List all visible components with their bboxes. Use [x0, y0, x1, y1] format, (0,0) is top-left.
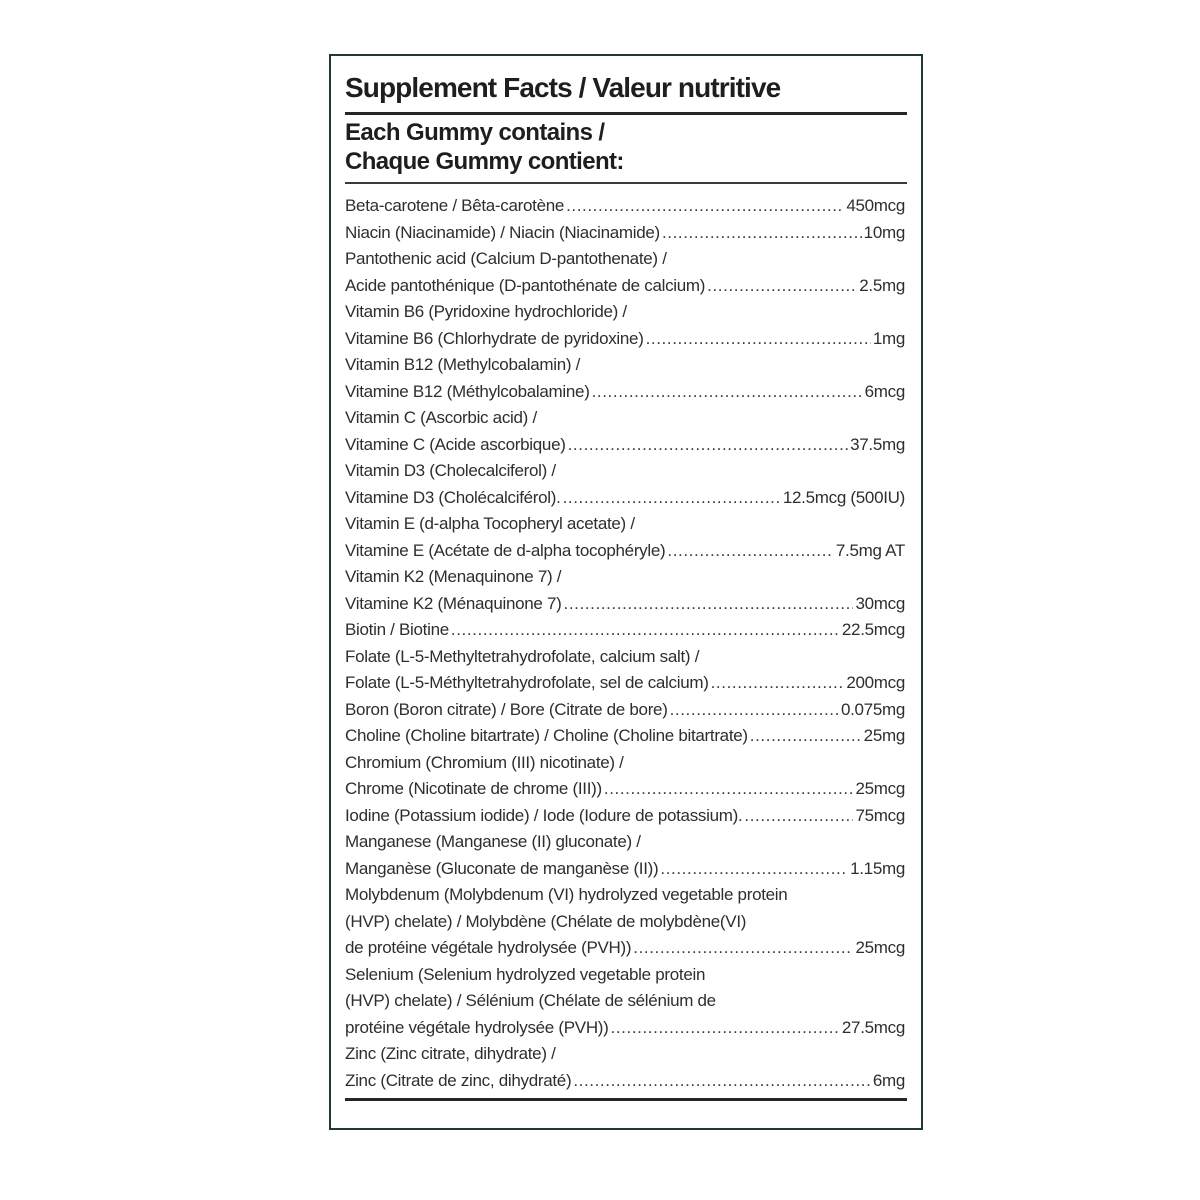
- ingredient-amount: 37.5mg: [850, 434, 905, 454]
- ingredient-amount-line: [345, 935, 905, 962]
- ingredient-name-line: (HVP) chelate) / Molybdène (Chélate de molybdène(VI): [345, 911, 747, 931]
- panel-inner: [345, 70, 907, 1114]
- ingredient-row: [345, 644, 905, 697]
- ingredient-name-line: Zinc (Zinc citrate, dihydrate) /: [345, 1044, 556, 1063]
- ingredient-amount: 25mcg: [855, 938, 905, 957]
- ingredient-amount-line: [345, 670, 905, 697]
- ingredient-row: [345, 829, 905, 882]
- ingredient-row: [345, 962, 905, 1042]
- ingredient-amount-line: [345, 1068, 905, 1095]
- ingredient-name-line: Vitamin B12 (Methylcobalamin) /: [345, 355, 581, 374]
- ingredient-amount: 6mcg: [864, 381, 905, 401]
- ingredient-name-line: Manganese (Manganese (II) gluconate) /: [345, 832, 641, 851]
- ingredient-amount: 450mcg: [846, 196, 905, 215]
- ingredient-name: Zinc (Citrate de zinc, dihydraté): [345, 1070, 572, 1090]
- ingredient-name-line: Selenium (Selenium hydrolyzed vegetable protein: [345, 964, 706, 984]
- ingredient-row: [345, 246, 905, 299]
- ingredient-amount-line: [345, 538, 905, 565]
- ingredient-amount-line: [345, 379, 905, 406]
- ingredient-amount-line: [345, 697, 905, 724]
- ingredient-name-line: Chromium (Chromium (III) nicotinate) /: [345, 752, 624, 772]
- dot-leader: [646, 326, 871, 353]
- ingredient-name: Niacin (Niacinamide) / Niacin (Niacinamide): [345, 222, 660, 242]
- dot-leader: [611, 1015, 840, 1042]
- ingredient-amount-line: [345, 432, 905, 459]
- ingredient-name: Boron (Boron citrate) / Bore (Citrate de bore): [345, 699, 668, 719]
- ingredient-amount: 1.15mg: [850, 858, 905, 878]
- ingredient-row: [345, 750, 905, 803]
- ingredient-name: Choline (Choline bitartrate) / Choline (Choline bitartrate): [345, 726, 748, 745]
- serving-divider: [345, 182, 907, 184]
- ingredient-name: de protéine végétale hydrolysée (PVH)): [345, 938, 632, 957]
- ingredient-row: [345, 882, 905, 962]
- ingredient-name: Folate (L-5-Méthyltetrahydrofolate, sel de calcium): [345, 673, 709, 692]
- dot-leader: [573, 1068, 871, 1095]
- serving-line-en: Each Gummy contains /: [345, 119, 605, 146]
- ingredient-name: protéine végétale hydrolysée (PVH)): [345, 1017, 609, 1037]
- ingredient-name-line: Vitamin B6 (Pyridoxine hydrochloride) /: [345, 302, 627, 321]
- ingredient-name-line: Vitamin D3 (Cholecalciferol) /: [345, 461, 556, 480]
- ingredient-amount-line: [345, 1015, 905, 1042]
- ingredient-amount: 200mcg: [846, 673, 905, 692]
- bottom-divider: [345, 1098, 907, 1101]
- dot-leader: [563, 485, 781, 512]
- ingredient-row: [345, 697, 905, 724]
- dot-leader: [604, 776, 854, 803]
- ingredient-row: [345, 220, 905, 247]
- ingredient-row: [345, 511, 905, 564]
- ingredient-name: Vitamine B12 (Méthylcobalamine): [345, 381, 590, 401]
- ingredient-amount-line: [345, 326, 905, 353]
- ingredient-amount: 0.075mg: [840, 699, 905, 719]
- ingredient-name: Vitamine K2 (Ménaquinone 7): [345, 593, 562, 613]
- ingredient-name-line: Vitamin K2 (Menaquinone 7) /: [345, 567, 562, 586]
- ingredient-amount: 75mcg: [855, 805, 905, 825]
- dot-leader: [633, 935, 853, 962]
- ingredient-row: [345, 617, 905, 644]
- ingredient-name: Acide pantothénique (D-pantothénate de calcium): [345, 275, 706, 295]
- ingredient-name: Biotin / Biotine: [345, 620, 449, 639]
- ingredient-amount-line: [345, 193, 905, 220]
- ingredient-row: [345, 193, 905, 220]
- dot-leader: [660, 856, 848, 883]
- ingredient-amount-line: [345, 617, 905, 644]
- ingredient-name-line: Molybdenum (Molybdenum (VI) hydrolyzed vegetable protein: [345, 885, 788, 904]
- ingredient-amount: 7.5mg AT: [835, 540, 905, 560]
- ingredient-row: [345, 352, 905, 405]
- ingredient-amount-line: [345, 485, 905, 512]
- ingredient-amount: 10mg: [863, 222, 905, 242]
- dot-leader: [744, 803, 853, 830]
- ingredient-row: [345, 405, 905, 458]
- ingredient-amount: 27.5mcg: [841, 1017, 905, 1037]
- dot-leader: [711, 670, 845, 697]
- serving-line-fr: Chaque Gummy contient:: [345, 148, 624, 175]
- ingredient-amount-line: [345, 220, 905, 247]
- ingredient-amount: 6mg: [872, 1070, 905, 1090]
- ingredient-name: Vitamine E (Acétate de d-alpha tocophéryle): [345, 540, 666, 560]
- ingredient-name: Vitamine B6 (Chlorhydrate de pyridoxine): [345, 328, 644, 348]
- ingredient-row: [345, 803, 905, 830]
- ingredient-name: Chrome (Nicotinate de chrome (III)): [345, 779, 602, 798]
- dot-leader: [451, 617, 840, 644]
- ingredient-amount-line: [345, 856, 905, 883]
- ingredient-row: [345, 1041, 905, 1094]
- dot-leader: [568, 432, 849, 459]
- ingredient-name: Manganèse (Gluconate de manganèse (II)): [345, 858, 659, 878]
- serving-size-heading: [345, 118, 907, 176]
- dot-leader: [564, 591, 854, 618]
- ingredient-name-line: Folate (L-5-Methyltetrahydrofolate, calcium salt) /: [345, 646, 700, 666]
- ingredient-amount: 25mg: [863, 726, 905, 745]
- ingredient-amount: 25mcg: [855, 779, 905, 798]
- title-divider: [345, 112, 907, 115]
- dot-leader: [662, 220, 862, 247]
- ingredient-name-line: Vitamin E (d-alpha Tocopheryl acetate) /: [345, 514, 635, 533]
- ingredient-amount-line: [345, 776, 905, 803]
- ingredient-amount: 1mg: [872, 328, 905, 348]
- ingredient-name-line: (HVP) chelate) / Sélénium (Chélate de sélénium de: [345, 991, 716, 1010]
- ingredient-name: Iodine (Potassium iodide) / Iode (Iodure de potassium).: [345, 805, 743, 825]
- dot-leader: [566, 193, 844, 220]
- dot-leader: [750, 723, 862, 750]
- ingredient-amount: 22.5mcg: [841, 620, 905, 639]
- ingredient-row: [345, 723, 905, 750]
- ingredient-name: Vitamine D3 (Cholécalciférol).: [345, 487, 561, 507]
- ingredient-amount-line: [345, 803, 905, 830]
- ingredient-amount: 2.5mg: [859, 275, 905, 295]
- supplement-facts-panel: [329, 54, 923, 1130]
- ingredient-list: [345, 193, 905, 1094]
- ingredient-name: Beta-carotene / Bêta-carotène: [345, 196, 565, 215]
- dot-leader: [667, 538, 834, 565]
- dot-leader: [670, 697, 839, 724]
- ingredient-amount: 12.5mcg (500IU): [782, 487, 905, 507]
- ingredient-amount-line: [345, 591, 905, 618]
- ingredient-row: [345, 299, 905, 352]
- ingredient-amount: 30mcg: [855, 593, 905, 613]
- panel-title: Supplement Facts / Valeur nutritive: [345, 72, 781, 103]
- ingredient-row: [345, 564, 905, 617]
- ingredient-row: [345, 458, 905, 511]
- ingredient-amount-line: [345, 723, 905, 750]
- dot-leader: [592, 379, 863, 406]
- ingredient-name-line: Vitamin C (Ascorbic acid) /: [345, 408, 537, 427]
- ingredient-name-line: Pantothenic acid (Calcium D-pantothenate) /: [345, 249, 667, 268]
- ingredient-amount-line: [345, 273, 905, 300]
- ingredient-name: Vitamine C (Acide ascorbique): [345, 434, 566, 454]
- dot-leader: [707, 273, 857, 300]
